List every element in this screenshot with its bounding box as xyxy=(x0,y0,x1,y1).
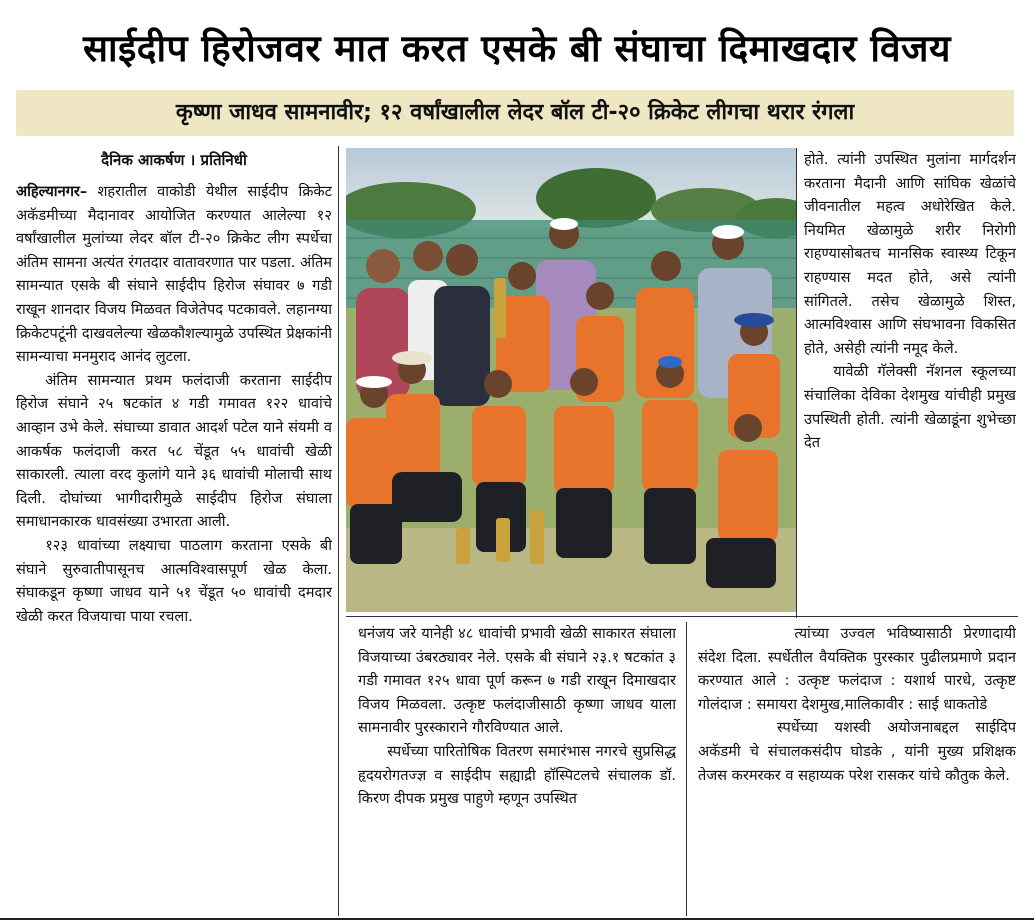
paragraph-9: स्पर्धेच्या यशस्वी अयोजनाबद्दल साईदिप अकॅडमी चे संचालकसंदीप घोडके , यांनी मुख्य प्रशिक्षक तेजस करमरकर व सहाय्यक परेश रासकर यांचे कौतुक केले. xyxy=(698,719,1016,784)
article-column-4 xyxy=(698,622,1016,918)
article-column-1 xyxy=(16,146,332,916)
paragraph-4: धनंजय जरे यानेही ४८ धावांची प्रभावी खेळी साकारत संघाला विजयाच्या उंबरठ्यावर नेले. एसके बी संघाने २३.१ षटकांत ३ गडी गमावत १२५ धावा पूर्ण करून ७ गडी राखून दिमाखदार विजय मिळवला. उत्कृष्ट फलंदाजीसाठी कृष्णा जाधव याला सामनावीर पुरस्काराने गौरविण्यात आले. xyxy=(358,625,676,737)
article-column-2 xyxy=(358,622,676,918)
paragraph-7: यावेळी गॅलेक्सी नॅशनल स्कूलच्या संचालिका देविका देशमुख यांचीही प्रमुख उपस्थिती होती. त्यांनी खेळाडूंना शुभेच्छा देत xyxy=(804,363,1016,452)
paragraph-8: त्यांच्या उज्वल भविष्यासाठी प्रेरणादायी संदेश दिला. स्पर्धेतील वैयक्तिक पुरस्कार पुढीलप्रमाणे प्रदान करण्यात आले : उत्कृष्ट फलंदाज : यशार्थ पारधे, उत्कृष्ट गोलंदाज : समायरा देशमुख,मालिकावीर : साई धाकतोडे xyxy=(698,625,1016,713)
paragraph-1 xyxy=(16,180,332,369)
paragraph-5: स्पर्धेच्या पारितोषिक वितरण समारंभास नगरचे सुप्रसिद्ध हृदयरोगतज्ज्ञ व साईदीप सह्याद्री हॉस्पिटलचे संचालक डॉ. किरण दीपक प्रमुख पाहुणे म्हणून उपस्थित xyxy=(358,742,676,808)
paragraph-2: अंतिम सामन्यात प्रथम फलंदाजी करताना साईदीप हिरोज संघाने २५ षटकांत ४ गडी गमावत १२२ धावांचे आव्हान उभे केले. संघाच्या डावात आदर्श पटेल याने संयमी व आकर्षक फलंदाजी करत ५८ चेंडूत ५५ धावांची खेळी साकारली. त्याला वरद कुलांगे याने ३६ धावांची मोलाची साथ दिली. दोघांच्या भागीदारीमुळे साईदीप हिरोज संघाला समाधानकारक धावसंख्या उभारता आली. xyxy=(16,371,332,531)
article-column-3 xyxy=(804,148,1016,618)
paragraph-3: १२३ धावांच्या लक्ष्याचा पाठलाग करताना एसके बी संघाने सुरुवातीपासूनच आत्मविश्वासपूर्ण खेळ केला. संघाकडून कृष्णा जाधव याने ५१ चेंडूत ५० धावांची दमदार खेळी करत विजयाचा पाया रचला. xyxy=(16,536,332,625)
subheadline: कृष्णा जाधव सामनावीर; १२ वर्षांखालील लेदर बॉल टी-२० क्रिकेट लीगचा थरार रंगला xyxy=(16,90,1014,136)
byline: दैनिक आकर्षण । प्रतिनिधी xyxy=(101,151,247,169)
dateline: अहिल्यानगर– xyxy=(16,183,88,200)
paragraph-6: होते. त्यांनी उपस्थित मुलांना मार्गदर्शन करताना मैदानी आणि सांघिक खेळांचे जीवनातील महत्व अधोरेखित केले. नियमित खेळामुळे शरीर निरोगी राहण्यासोबतच मानसिक स्वास्थ्य टिकून राहण्यास मदत होते, असे त्यांनी सांगितले. तसेच खेळामुळे शिस्त, आत्मविश्वास आणि संघभावना विकसित होते, असेही त्यांनी नमूद केले. xyxy=(804,151,1016,357)
column-divider xyxy=(796,148,797,618)
column-divider xyxy=(338,146,339,916)
bottom-rule xyxy=(0,918,1034,920)
team-photo xyxy=(346,148,796,612)
paragraph-1-text: शहरातील वाकोडी येथील साईदीप क्रिकेट अकॅडमीच्या मैदानावर आयोजित करण्यात आलेल्या १२ वर्षांखालील मुलांच्या लेदर बॉल टी-२० क्रिकेट लीग स्पर्धेचा अंतिम सामना अत्यंत रंगतदार वातावरणात पार पडला. अंतिम सामन्यात एसके बी संघाने साईदीप हिरोज संघावर ७ गडी राखून शानदार विजय मिळवत विजेतेपद पटकावले. लहानग्या क्रिकेटपटूंनी दाखवलेल्या खेळकौशल्यामुळे उपस्थित प्रेक्षकांनी सामन्याचा मनमुराद आनंद लुटला. xyxy=(16,183,332,366)
headline: साईदीप हिरोजवर मात करत एसके बी संघाचा दिमाखदार विजय xyxy=(83,27,951,70)
column-divider xyxy=(686,622,687,916)
